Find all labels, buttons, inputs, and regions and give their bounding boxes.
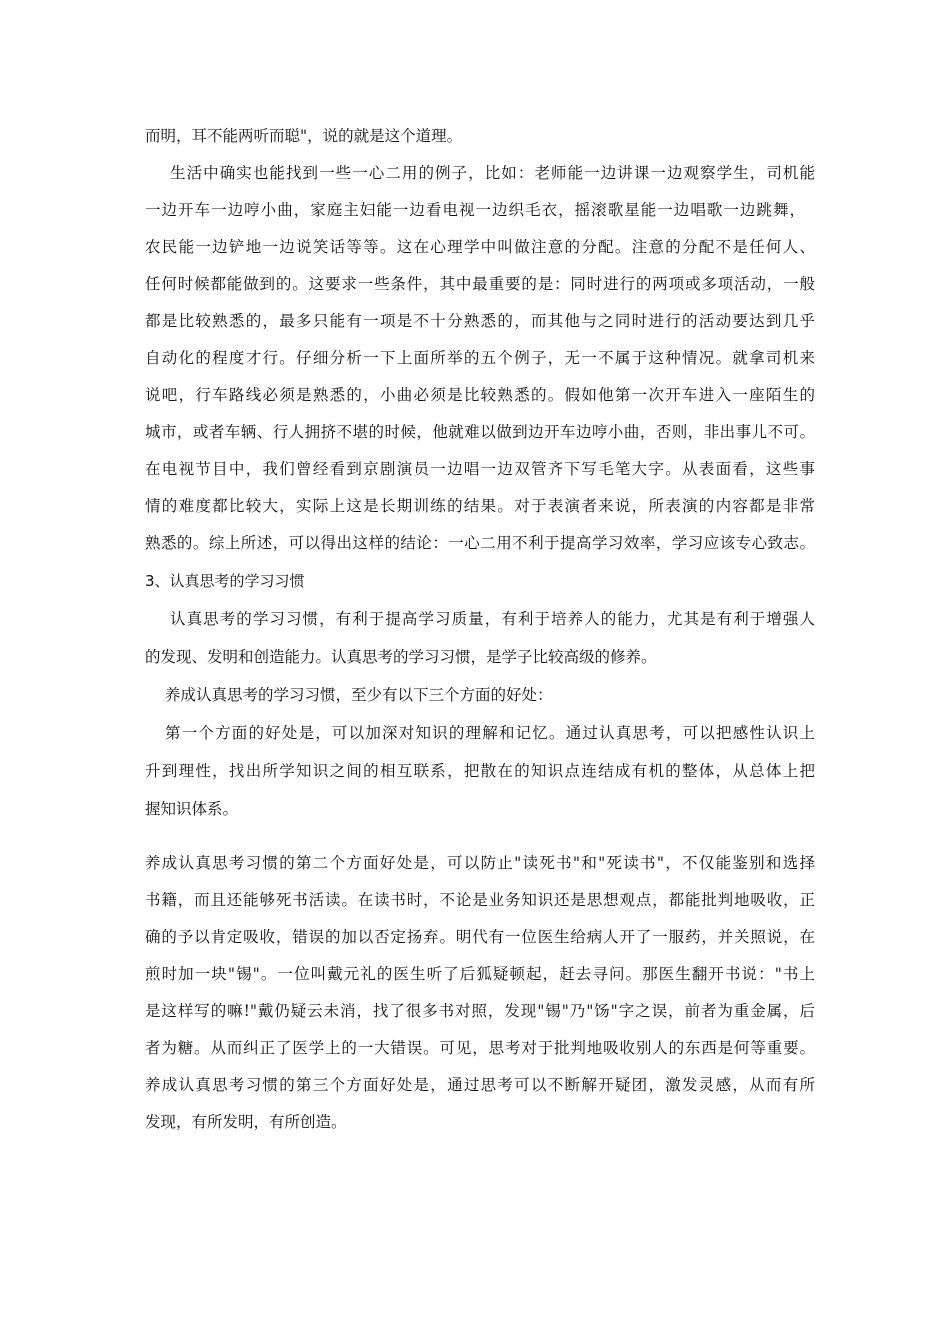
text-line: 握知识体系。 <box>145 800 239 818</box>
text-line: 养成认真思考的学习习惯，至少有以下三个方面的好处： <box>165 686 553 704</box>
text-line: 发现，有所发明，有所创造。 <box>145 1113 347 1131</box>
text-line: 熟悉的。综上所述，可以得出这样的结论：一心二用不利于提高学习效率，学习应该专心致志。 <box>145 534 815 552</box>
text-line: 第一个方面的好处是，可以加深对知识的理解和记忆。通过认真思考，可以把感性认识上 <box>165 724 815 742</box>
text-line: 者为糖。从而纠正了医学上的一大错误。可见，思考对于批判地吸收别人的东西是何等重要。 <box>145 1039 815 1057</box>
text-line: 确的予以肯定吸收，错误的加以否定扬弃。明代有一位医生给病人开了一服药，并关照说，在 <box>145 928 815 946</box>
text-line: 是这样写的嘛!"戴仍疑云未消，找了很多书对照，发现"锡"乃"饧"字之误，前者为重金属，后 <box>145 1002 815 1020</box>
text-line: 认真思考的学习习惯，有利于提高学习质量，有利于培养人的能力，尤其是有利于增强人 <box>170 610 815 628</box>
text-line: 都是比较熟悉的，最多只能有一项是不十分熟悉的，而其他与之同时进行的活动要达到几乎 <box>145 312 815 330</box>
text-line: 一边开车一边哼小曲，家庭主妇能一边看电视一边织毛衣，摇滚歌星能一边唱歌一边跳舞， <box>145 201 805 219</box>
text-line: 城市，或者车辆、行人拥挤不堪的时候，他就难以做到边开车边哼小曲，否则，非出事儿不可。 <box>145 423 815 441</box>
text-line: 情的难度都比较大，实际上这是长期训练的结果。对于表演者来说，所表演的内容都是非常 <box>145 497 815 515</box>
text-line: 书籍，而且还能够死书活读。在读书时，不论是业务知识还是思想观点，都能批判地吸收，正 <box>145 891 815 909</box>
text-line: 说吧，行车路线必须是熟悉的，小曲必须是比较熟悉的。假如他第一次开车进入一座陌生的 <box>145 386 815 404</box>
text-line: 养成认真思考习惯的第三个方面好处是，通过思考可以不断解开疑团，激发灵感，从而有所 <box>145 1076 815 1094</box>
text-line: 在电视节目中，我们曾经看到京剧演员一边唱一边双管齐下写毛笔大字。从表面看，这些事 <box>145 460 815 478</box>
text-line: 煎时加一块"锡"。一位叫戴元礼的医生听了后狐疑顿起，赶去寻问。那医生翻开书说："书上 <box>145 965 815 983</box>
text-line: 的发现、发明和创造能力。认真思考的学习习惯，是学子比较高级的修养。 <box>145 648 657 666</box>
text-line: 自动化的程度才行。仔细分析一下上面所举的五个例子，无一不属于这种情况。就拿司机来 <box>145 349 815 367</box>
text-line: 任何时候都能做到的。这要求一些条件，其中最重要的是：同时进行的两项或多项活动，一般 <box>145 275 815 293</box>
text-line: 而明，耳不能两听而聪"，说的就是这个道理。 <box>145 127 463 145</box>
text-line: 生活中确实也能找到一些一心二用的例子，比如：老师能一边讲课一边观察学生，司机能 <box>170 164 815 182</box>
text-line: 养成认真思考习惯的第二个方面好处是，可以防止"读死书"和"死读书"，不仅能鉴别和选择 <box>145 854 815 872</box>
text-line: 农民能一边铲地一边说笑话等等。这在心理学中叫做注意的分配。注意的分配不是任何人、 <box>145 238 815 256</box>
text-line: 升到理性，找出所学知识之间的相互联系，把散在的知识点连结成有机的整体，从总体上把 <box>145 762 815 780</box>
section-heading: 3、认真思考的学习习惯 <box>145 572 305 590</box>
